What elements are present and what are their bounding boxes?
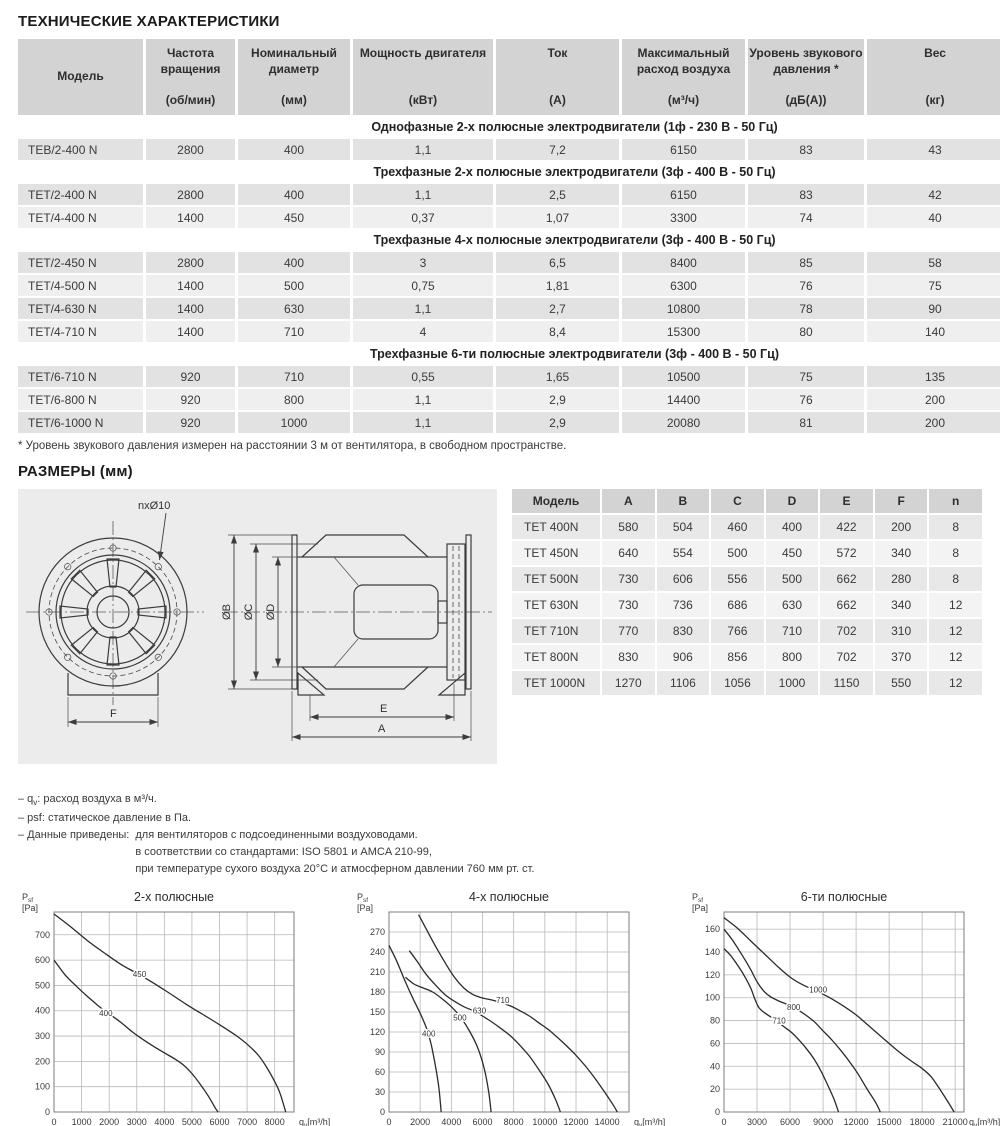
spec-value-cell: 2800	[146, 139, 235, 160]
dims-value-cell: 8	[929, 515, 982, 539]
dims-value-cell: 572	[820, 541, 873, 565]
dims-value-cell: 1056	[711, 671, 764, 695]
spec-model-cell: TET/4-400 N	[18, 207, 143, 228]
spec-model-cell: TET/6-800 N	[18, 389, 143, 410]
dims-header-2: B	[657, 489, 710, 513]
spec-value-cell: 1,07	[496, 207, 619, 228]
spec-value-cell: 1000	[238, 412, 350, 433]
spec-header-7	[867, 39, 1000, 115]
spec-section-title: Трехфазные 6-ти полюсные электродвигатели (3ф - 400 В - 50 Гц)	[146, 344, 1000, 364]
spec-header-name: Номинальный диаметр	[251, 46, 337, 76]
y-tick-label: 400	[34, 1005, 50, 1016]
spec-model-cell: TET/6-710 N	[18, 366, 143, 387]
dims-value-cell: 12	[929, 671, 982, 695]
x-tick-label: 12000	[563, 1116, 589, 1126]
spec-value-cell: 14400	[622, 389, 745, 410]
casing-top	[302, 535, 428, 557]
dims-value-cell: 12	[929, 619, 982, 643]
note-data-lines	[135, 827, 534, 878]
y-tick-label: 30	[374, 1086, 385, 1097]
dims-value-cell: 830	[602, 645, 655, 669]
x-tick-label: 18000	[909, 1116, 935, 1126]
spec-value-cell: 920	[146, 412, 235, 433]
dims-value-cell: 800	[766, 645, 819, 669]
dims-model-cell: TET 450N	[512, 541, 600, 565]
dims-value-cell: 340	[875, 541, 928, 565]
spec-value-cell: 1400	[146, 321, 235, 342]
spec-value-cell: 400	[238, 252, 350, 273]
chart-2-pole	[14, 888, 336, 1126]
dims-model-cell: TET 1000N	[512, 671, 600, 695]
spec-value-cell: 140	[867, 321, 1000, 342]
x-tick-label: 12000	[843, 1116, 869, 1126]
x-tick-label: 2000	[410, 1116, 431, 1126]
x-axis-label: $q_v[m^3/h]$	[634, 1116, 666, 1126]
spec-value-cell: 200	[867, 389, 1000, 410]
x-tick-label: 10000	[532, 1116, 558, 1126]
spec-value-cell: 76	[748, 275, 864, 296]
spec-value-cell: 85	[748, 252, 864, 273]
spec-section-title: Трехфазные 4-х полюсные электродвигатели (3ф - 400 В - 50 Гц)	[146, 230, 1000, 250]
spec-value-cell: 58	[867, 252, 1000, 273]
fan-technical-drawing	[18, 489, 497, 764]
spec-value-cell: 630	[238, 298, 350, 319]
dims-value-cell: 1270	[602, 671, 655, 695]
curve-label: 1000	[809, 985, 828, 995]
spec-value-cell: 1,1	[353, 184, 493, 205]
spec-value-cell: 710	[238, 321, 350, 342]
dims-header-6: F	[875, 489, 928, 513]
spec-value-cell: 83	[748, 139, 864, 160]
spec-header-5	[622, 39, 745, 115]
dims-value-cell: 580	[602, 515, 655, 539]
spec-value-cell: 2,9	[496, 412, 619, 433]
dims-value-cell: 770	[602, 619, 655, 643]
spec-value-cell: 800	[238, 389, 350, 410]
dims-value-cell: 662	[820, 593, 873, 617]
dims-header-4: D	[766, 489, 819, 513]
dims-value-cell: 556	[711, 567, 764, 591]
dims-header-1: A	[602, 489, 655, 513]
y-tick-label: 100	[704, 992, 720, 1003]
spec-value-cell: 3	[353, 252, 493, 273]
dims-value-cell: 400	[766, 515, 819, 539]
dim-e-label: E	[380, 703, 388, 715]
x-tick-label: 0	[721, 1116, 727, 1126]
charts-row	[14, 888, 1000, 1126]
y-tick-label: 700	[34, 929, 50, 940]
spec-value-cell: 2800	[146, 184, 235, 205]
x-tick-label: 4000	[441, 1116, 462, 1126]
spec-header-unit: (А)	[549, 93, 566, 108]
chart-6-pole-svg	[684, 888, 1000, 1126]
dims-value-cell: 8	[929, 541, 982, 565]
spec-value-cell: 10500	[622, 366, 745, 387]
dims-value-cell: 450	[766, 541, 819, 565]
spec-value-cell: 75	[748, 366, 864, 387]
spec-value-cell: 0,37	[353, 207, 493, 228]
dims-value-cell: 630	[766, 593, 819, 617]
dims-value-cell: 856	[711, 645, 764, 669]
spec-value-cell: 6,5	[496, 252, 619, 273]
y-axis-label: $P_{sf}$	[357, 891, 369, 904]
spec-value-cell: 15300	[622, 321, 745, 342]
note-qv	[18, 791, 1000, 810]
x-tick-label: 0	[51, 1116, 57, 1126]
curve-label: 710	[772, 1016, 786, 1026]
spec-value-cell: 80	[748, 321, 864, 342]
y-tick-label: 120	[369, 1026, 385, 1037]
y-tick-label: 80	[709, 1015, 720, 1026]
spec-model-cell: TEB/2-400 N	[18, 139, 143, 160]
dim-a-label: A	[378, 723, 386, 735]
note-psf: – psf: статическое давление в Па.	[18, 811, 192, 824]
spec-header-4	[496, 39, 619, 115]
spec-header-6	[748, 39, 864, 115]
curve-label: 630	[472, 1006, 487, 1016]
x-tick-label: 3000	[747, 1116, 768, 1126]
spec-header-name: Мощность двигателя	[359, 46, 487, 60]
chart-title: 6-ти полюсные	[800, 889, 888, 904]
y-tick-label: 120	[704, 969, 720, 980]
y-tick-label: 160	[704, 923, 720, 934]
chart-4-pole-svg	[349, 888, 671, 1126]
spec-value-cell: 43	[867, 139, 1000, 160]
fan-side-view	[221, 535, 471, 741]
spec-value-cell: 83	[748, 184, 864, 205]
y-tick-label: 0	[44, 1106, 50, 1117]
casing-bottom	[302, 667, 428, 689]
y-tick-label: 240	[369, 946, 385, 957]
spec-value-cell: 75	[867, 275, 1000, 296]
x-axis-label: $q_v[m^3/h]$	[969, 1116, 1000, 1126]
note-data	[18, 827, 1000, 878]
y-tick-label: 210	[369, 966, 385, 977]
dims-value-cell: 200	[875, 515, 928, 539]
spec-header-2	[238, 39, 350, 115]
dims-model-cell: TET 630N	[512, 593, 600, 617]
dims-value-cell: 500	[711, 541, 764, 565]
x-tick-label: 7000	[237, 1116, 258, 1126]
dims-header-7: n	[929, 489, 982, 513]
y-tick-label: 100	[34, 1081, 50, 1092]
dims-value-cell: 736	[657, 593, 710, 617]
dims-model-cell: TET 710N	[512, 619, 600, 643]
dims-value-cell: 500	[766, 567, 819, 591]
dims-value-cell: 766	[711, 619, 764, 643]
dims-value-cell: 710	[766, 619, 819, 643]
x-tick-label: 5000	[181, 1116, 202, 1126]
dims-model-cell: TET 500N	[512, 567, 600, 591]
spec-value-cell: 1400	[146, 275, 235, 296]
spec-value-cell: 90	[867, 298, 1000, 319]
note-qv-text: : расход воздуха в м³/ч.	[37, 793, 157, 805]
page-title: ТЕХНИЧЕСКИЕ ХАРАКТЕРИСТИКИ	[18, 13, 280, 30]
chart-4-pole	[349, 888, 671, 1126]
spec-value-cell: 0,75	[353, 275, 493, 296]
foot-right	[439, 673, 465, 695]
spec-value-cell: 2800	[146, 252, 235, 273]
dims-value-cell: 1150	[820, 671, 873, 695]
spec-value-cell: 8400	[622, 252, 745, 273]
dims-value-cell: 12	[929, 645, 982, 669]
spec-value-cell: 78	[748, 298, 864, 319]
spec-value-cell: 200	[867, 412, 1000, 433]
dims-value-cell: 730	[602, 567, 655, 591]
spec-value-cell: 1,1	[353, 139, 493, 160]
note-qv-subscript: v	[33, 798, 38, 808]
x-tick-label: 15000	[876, 1116, 902, 1126]
x-tick-label: 6000	[472, 1116, 493, 1126]
x-axis-label: $q_v[m^3/h]$	[299, 1116, 331, 1126]
dims-value-cell: 280	[875, 567, 928, 591]
spec-model-cell: TET/4-500 N	[18, 275, 143, 296]
dims-header-3: C	[711, 489, 764, 513]
spec-value-cell: 450	[238, 207, 350, 228]
dims-value-cell: 906	[657, 645, 710, 669]
spec-header-name: Ток	[547, 46, 568, 60]
spec-value-cell: 0,55	[353, 366, 493, 387]
spec-header-0	[18, 39, 143, 115]
spec-value-cell: 400	[238, 184, 350, 205]
y-tick-label: 180	[369, 986, 385, 997]
dims-value-cell: 606	[657, 567, 710, 591]
y-axis-label: $P_{sf}$	[692, 891, 704, 904]
spec-section-title: Трехфазные 2-х полюсные электродвигатели (3ф - 400 В - 50 Гц)	[146, 162, 1000, 182]
spec-value-cell: 1,81	[496, 275, 619, 296]
y-tick-label: 0	[714, 1106, 720, 1117]
y-tick-label: 140	[704, 946, 720, 957]
holes-leader	[160, 513, 167, 560]
dims-value-cell: 370	[875, 645, 928, 669]
spec-value-cell: 10800	[622, 298, 745, 319]
curve-label: 800	[787, 1002, 801, 1012]
spec-section-title: Однофазные 2-х полюсные электродвигатели (1ф - 230 В - 50 Гц)	[146, 117, 1000, 137]
y-tick-label: 60	[709, 1038, 720, 1049]
spec-value-cell: 6300	[622, 275, 745, 296]
curve-label: 450	[132, 969, 147, 979]
spec-header-unit: (об/мин)	[165, 93, 216, 108]
spec-value-cell: 40	[867, 207, 1000, 228]
curve-label: 710	[496, 995, 510, 1005]
spec-value-cell: 2,5	[496, 184, 619, 205]
spec-header-name: Уровень звукового давления *	[749, 46, 863, 76]
x-tick-label: 0	[386, 1116, 392, 1126]
dims-value-cell: 12	[929, 593, 982, 617]
y-tick-label: 90	[374, 1046, 385, 1057]
spec-value-cell: 74	[748, 207, 864, 228]
dims-value-cell: 422	[820, 515, 873, 539]
spec-model-cell: TET/2-450 N	[18, 252, 143, 273]
dim-c-label: ØC	[243, 603, 255, 621]
notes	[18, 791, 1000, 878]
y-tick-label: 600	[34, 954, 50, 965]
spec-value-cell: 4	[353, 321, 493, 342]
spec-header-name: Частота вращения	[160, 46, 221, 76]
chart-2-pole-svg	[14, 888, 336, 1126]
spec-header-name: Максимальный расход воздуха	[636, 46, 731, 76]
spec-header-unit: (кг)	[925, 93, 945, 108]
x-tick-label: 6000	[780, 1116, 801, 1126]
fan-curve-1000	[724, 917, 954, 1111]
dims-value-cell: 1000	[766, 671, 819, 695]
y-tick-label: 0	[379, 1106, 385, 1117]
dims-value-cell: 8	[929, 567, 982, 591]
x-tick-label: 3000	[126, 1116, 147, 1126]
x-tick-label: 1000	[71, 1116, 92, 1126]
spec-model-cell: TET/4-710 N	[18, 321, 143, 342]
spec-value-cell: 8,4	[496, 321, 619, 342]
dim-b-label: ØB	[221, 604, 233, 620]
y-tick-label: 500	[34, 980, 50, 991]
dims-value-cell: 340	[875, 593, 928, 617]
y-tick-label: 20	[709, 1083, 720, 1094]
spec-model-cell: TET/6-1000 N	[18, 412, 143, 433]
dims-value-cell: 460	[711, 515, 764, 539]
y-axis-unit: [Pa]	[692, 902, 709, 913]
dims-value-cell: 640	[602, 541, 655, 565]
y-tick-label: 40	[709, 1061, 720, 1072]
dimensions-table	[512, 489, 982, 695]
spec-value-cell: 710	[238, 366, 350, 387]
curve-label: 500	[453, 1013, 467, 1023]
fan-curve-710	[724, 948, 839, 1111]
spec-value-cell: 2,9	[496, 389, 619, 410]
spec-header-1	[146, 39, 235, 115]
dims-value-cell: 504	[657, 515, 710, 539]
spec-value-cell: 400	[238, 139, 350, 160]
x-tick-label: 2000	[99, 1116, 120, 1126]
spec-value-cell: 1,1	[353, 389, 493, 410]
spec-value-cell: 81	[748, 412, 864, 433]
spec-value-cell: 3300	[622, 207, 745, 228]
y-tick-label: 150	[369, 1006, 385, 1017]
dim-d-label: ØD	[265, 603, 277, 621]
dimensions-block	[18, 489, 1000, 764]
x-tick-label: 14000	[594, 1116, 620, 1126]
dims-value-cell: 830	[657, 619, 710, 643]
chart-title: 2-х полюсные	[133, 889, 215, 904]
dims-value-cell: 554	[657, 541, 710, 565]
dims-value-cell: 310	[875, 619, 928, 643]
dims-value-cell: 702	[820, 645, 873, 669]
fan-drawing-svg	[18, 489, 497, 764]
holes-label: nxØ10	[138, 500, 171, 512]
dims-header-0: Модель	[512, 489, 600, 513]
dims-value-cell: 702	[820, 619, 873, 643]
dims-model-cell: TET 400N	[512, 515, 600, 539]
x-tick-label: 8000	[503, 1116, 524, 1126]
spec-value-cell: 6150	[622, 184, 745, 205]
dims-model-cell: TET 800N	[512, 645, 600, 669]
dims-value-cell: 550	[875, 671, 928, 695]
dims-value-cell: 1106	[657, 671, 710, 695]
curve-label: 400	[422, 1029, 436, 1039]
y-tick-label: 300	[34, 1030, 50, 1041]
dimensions-heading: РАЗМЕРЫ (мм)	[18, 463, 133, 480]
spec-value-cell: 20080	[622, 412, 745, 433]
spec-value-cell: 42	[867, 184, 1000, 205]
fan-curve-710	[419, 914, 618, 1111]
spec-header-3	[353, 39, 493, 115]
note-data-line: в соответствии со стандартами: ISO 5801 и AMCA 210-99,	[135, 845, 432, 858]
spec-header-unit: (мм)	[281, 93, 307, 108]
spec-value-cell: 1,1	[353, 298, 493, 319]
note-data-line: при температуре сухого воздуха 20°С и атмосферном давлении 760 мм рт. ст.	[135, 862, 535, 875]
spec-value-cell: 500	[238, 275, 350, 296]
fan-curve-450	[54, 914, 286, 1112]
spec-header-name: Вес	[924, 46, 946, 60]
spec-value-cell: 2,7	[496, 298, 619, 319]
note-data-label: – Данные приведены:	[18, 828, 130, 841]
y-tick-label: 270	[369, 926, 385, 937]
x-tick-label: 21000	[942, 1116, 968, 1126]
curve-label: 400	[99, 1008, 113, 1018]
x-tick-label: 8000	[264, 1116, 285, 1126]
spec-header-unit: (дБ(А))	[785, 93, 827, 108]
y-tick-label: 60	[374, 1066, 385, 1077]
spec-model-cell: TET/2-400 N	[18, 184, 143, 205]
y-axis-label: $P_{sf}$	[22, 891, 34, 904]
spec-value-cell: 1400	[146, 207, 235, 228]
spec-value-cell: 1400	[146, 298, 235, 319]
dims-value-cell: 662	[820, 567, 873, 591]
y-axis-unit: [Pa]	[357, 902, 374, 913]
dims-header-5: E	[820, 489, 873, 513]
y-axis-unit: [Pa]	[22, 902, 39, 913]
note-qv-symbol: – q	[18, 793, 34, 805]
x-tick-label: 4000	[154, 1116, 175, 1126]
spec-model-cell: TET/4-630 N	[18, 298, 143, 319]
spec-value-cell: 7,2	[496, 139, 619, 160]
dim-f-label: F	[110, 708, 117, 720]
spec-value-cell: 6150	[622, 139, 745, 160]
spec-header-unit: (кВт)	[408, 93, 438, 108]
x-tick-label: 9000	[813, 1116, 834, 1126]
dims-value-cell: 686	[711, 593, 764, 617]
note-data-line: для вентиляторов с подсоединенными воздуховодами.	[135, 828, 418, 841]
spec-header-name: Модель	[57, 69, 104, 84]
spec-value-cell: 76	[748, 389, 864, 410]
spec-value-cell: 920	[146, 389, 235, 410]
spec-value-cell: 1,65	[496, 366, 619, 387]
spec-header-unit: (м³/ч)	[667, 93, 700, 108]
spec-footnote: * Уровень звукового давления измерен на расстоянии 3 м от вентилятора, в свободном пространстве.	[18, 440, 567, 452]
spec-table	[18, 39, 982, 433]
chart-6-pole	[684, 888, 1000, 1126]
spec-value-cell: 135	[867, 366, 1000, 387]
spec-value-cell: 920	[146, 366, 235, 387]
dims-value-cell: 730	[602, 593, 655, 617]
x-tick-label: 6000	[209, 1116, 230, 1126]
chart-title: 4-х полюсные	[468, 889, 550, 904]
spec-value-cell: 1,1	[353, 412, 493, 433]
y-tick-label: 200	[34, 1056, 50, 1067]
